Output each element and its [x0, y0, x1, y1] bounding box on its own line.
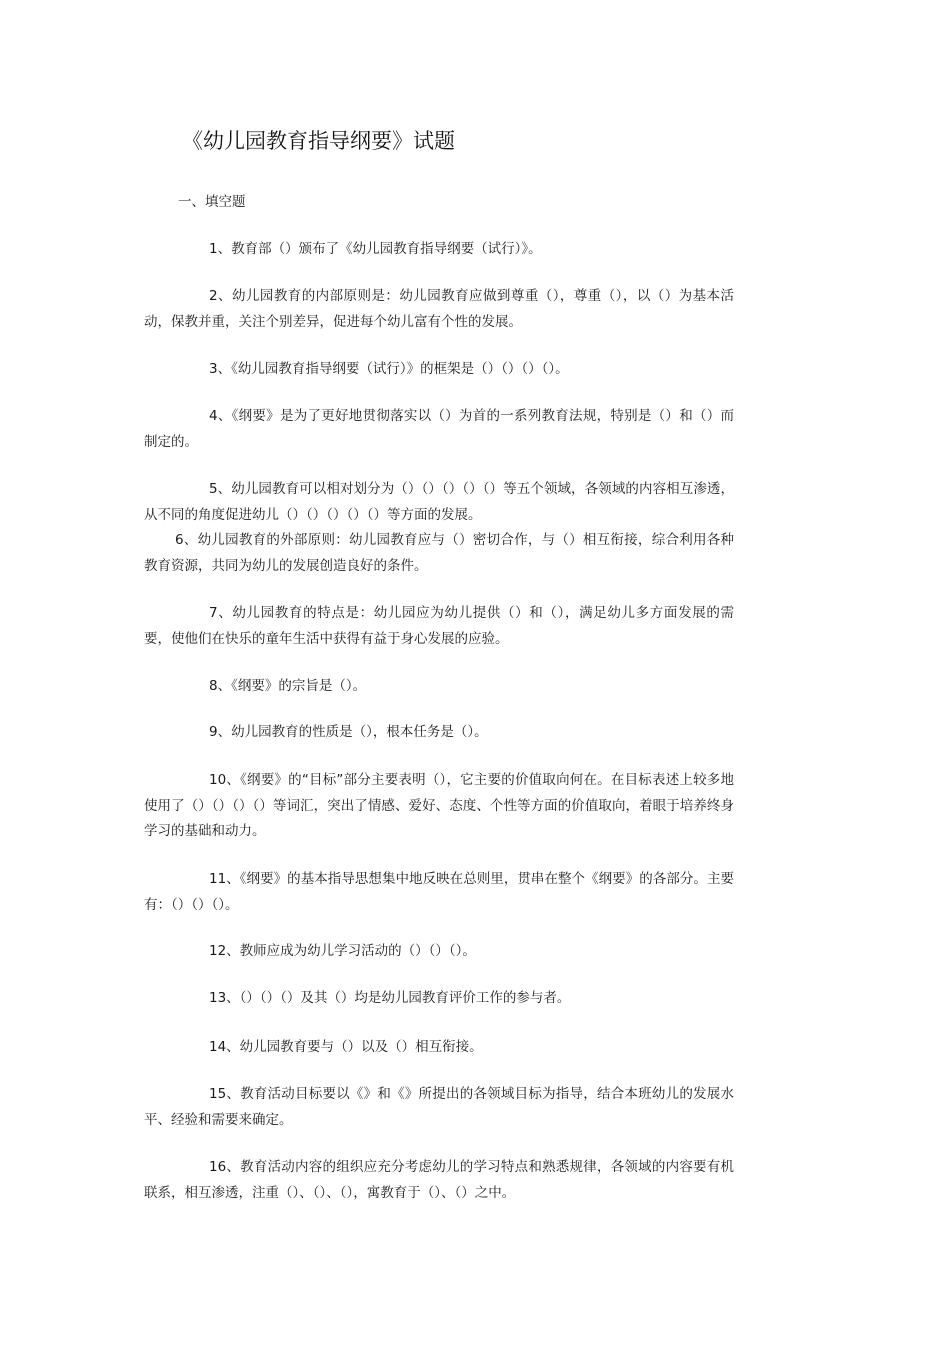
- question-item: 9、幼儿园教育的性质是（），根本任务是（）。: [209, 724, 488, 740]
- question-item: 10、《纲要》的“目标”部分主要表明（），它主要的价值取向何在。在目标表述上较多地使用了（）（）（）（）等词汇，突出了情感、爱好、态度、个性等方面的价值取向，着眼于培养终身学习的基础和动力。: [144, 772, 734, 839]
- question-item: 11、《纲要》的基本指导思想集中地反映在总则里，贯串在整个《纲要》的各部分。主要有：（）（）（）。: [144, 871, 734, 913]
- question-item: 8、《纲要》的宗旨是（）。: [209, 678, 367, 694]
- question-item: 2、幼儿园教育的内部原则是：幼儿园教育应做到尊重（），尊重（），以（）为基本活动，保教并重，关注个别差异，促进每个幼儿富有个性的发展。: [144, 288, 734, 330]
- document-title: 《幼儿园教育指导纲要》试题: [182, 129, 455, 153]
- section-heading: 一、填空题: [178, 194, 246, 210]
- question-item: 7、幼儿园教育的特点是：幼儿园应为幼儿提供（）和（），满足幼儿多方面发展的需要，使他们在快乐的童年生活中获得有益于身心发展的应验。: [144, 605, 734, 647]
- question-item: 12、教师应成为幼儿学习活动的（）（）（）。: [209, 943, 476, 959]
- question-item: 3、《幼儿园教育指导纲要（试行）》的框架是（）（）（）（）。: [209, 361, 569, 377]
- question-item: 6、幼儿园教育的外部原则：幼儿园教育应与（）密切合作，与（）相互衔接，综合利用各种教育资源，共同为幼儿的发展创造良好的条件。: [144, 532, 734, 574]
- question-item: 1、教育部（）颁布了《幼儿园教育指导纲要（试行）》。: [209, 241, 542, 257]
- question-item: 13、（）（）（）及其（）均是幼儿园教育评价工作的参与者。: [209, 990, 571, 1006]
- question-item: 16、教育活动内容的组织应充分考虑幼儿的学习特点和熟悉规律，各领域的内容要有机联系，相互渗透，注重（）、（）、（），寓教育于（）、（）之中。: [144, 1159, 734, 1201]
- question-item: 4、《纲要》是为了更好地贯彻落实以（）为首的一系列教育法规，特别是（）和（）而制定的。: [144, 408, 734, 450]
- question-item: 14、幼儿园教育要与（）以及（）相互衔接。: [209, 1039, 483, 1055]
- question-item: 5、幼儿园教育可以相对划分为（）（）（）（）（）等五个领域，各领域的内容相互渗透，从不同的角度促进幼儿（）（）（）（）（）等方面的发展。: [144, 481, 734, 523]
- question-item: 15、教育活动目标要以《》和《》所提出的各领域目标为指导，结合本班幼儿的发展水平、经验和需要来确定。: [144, 1086, 734, 1128]
